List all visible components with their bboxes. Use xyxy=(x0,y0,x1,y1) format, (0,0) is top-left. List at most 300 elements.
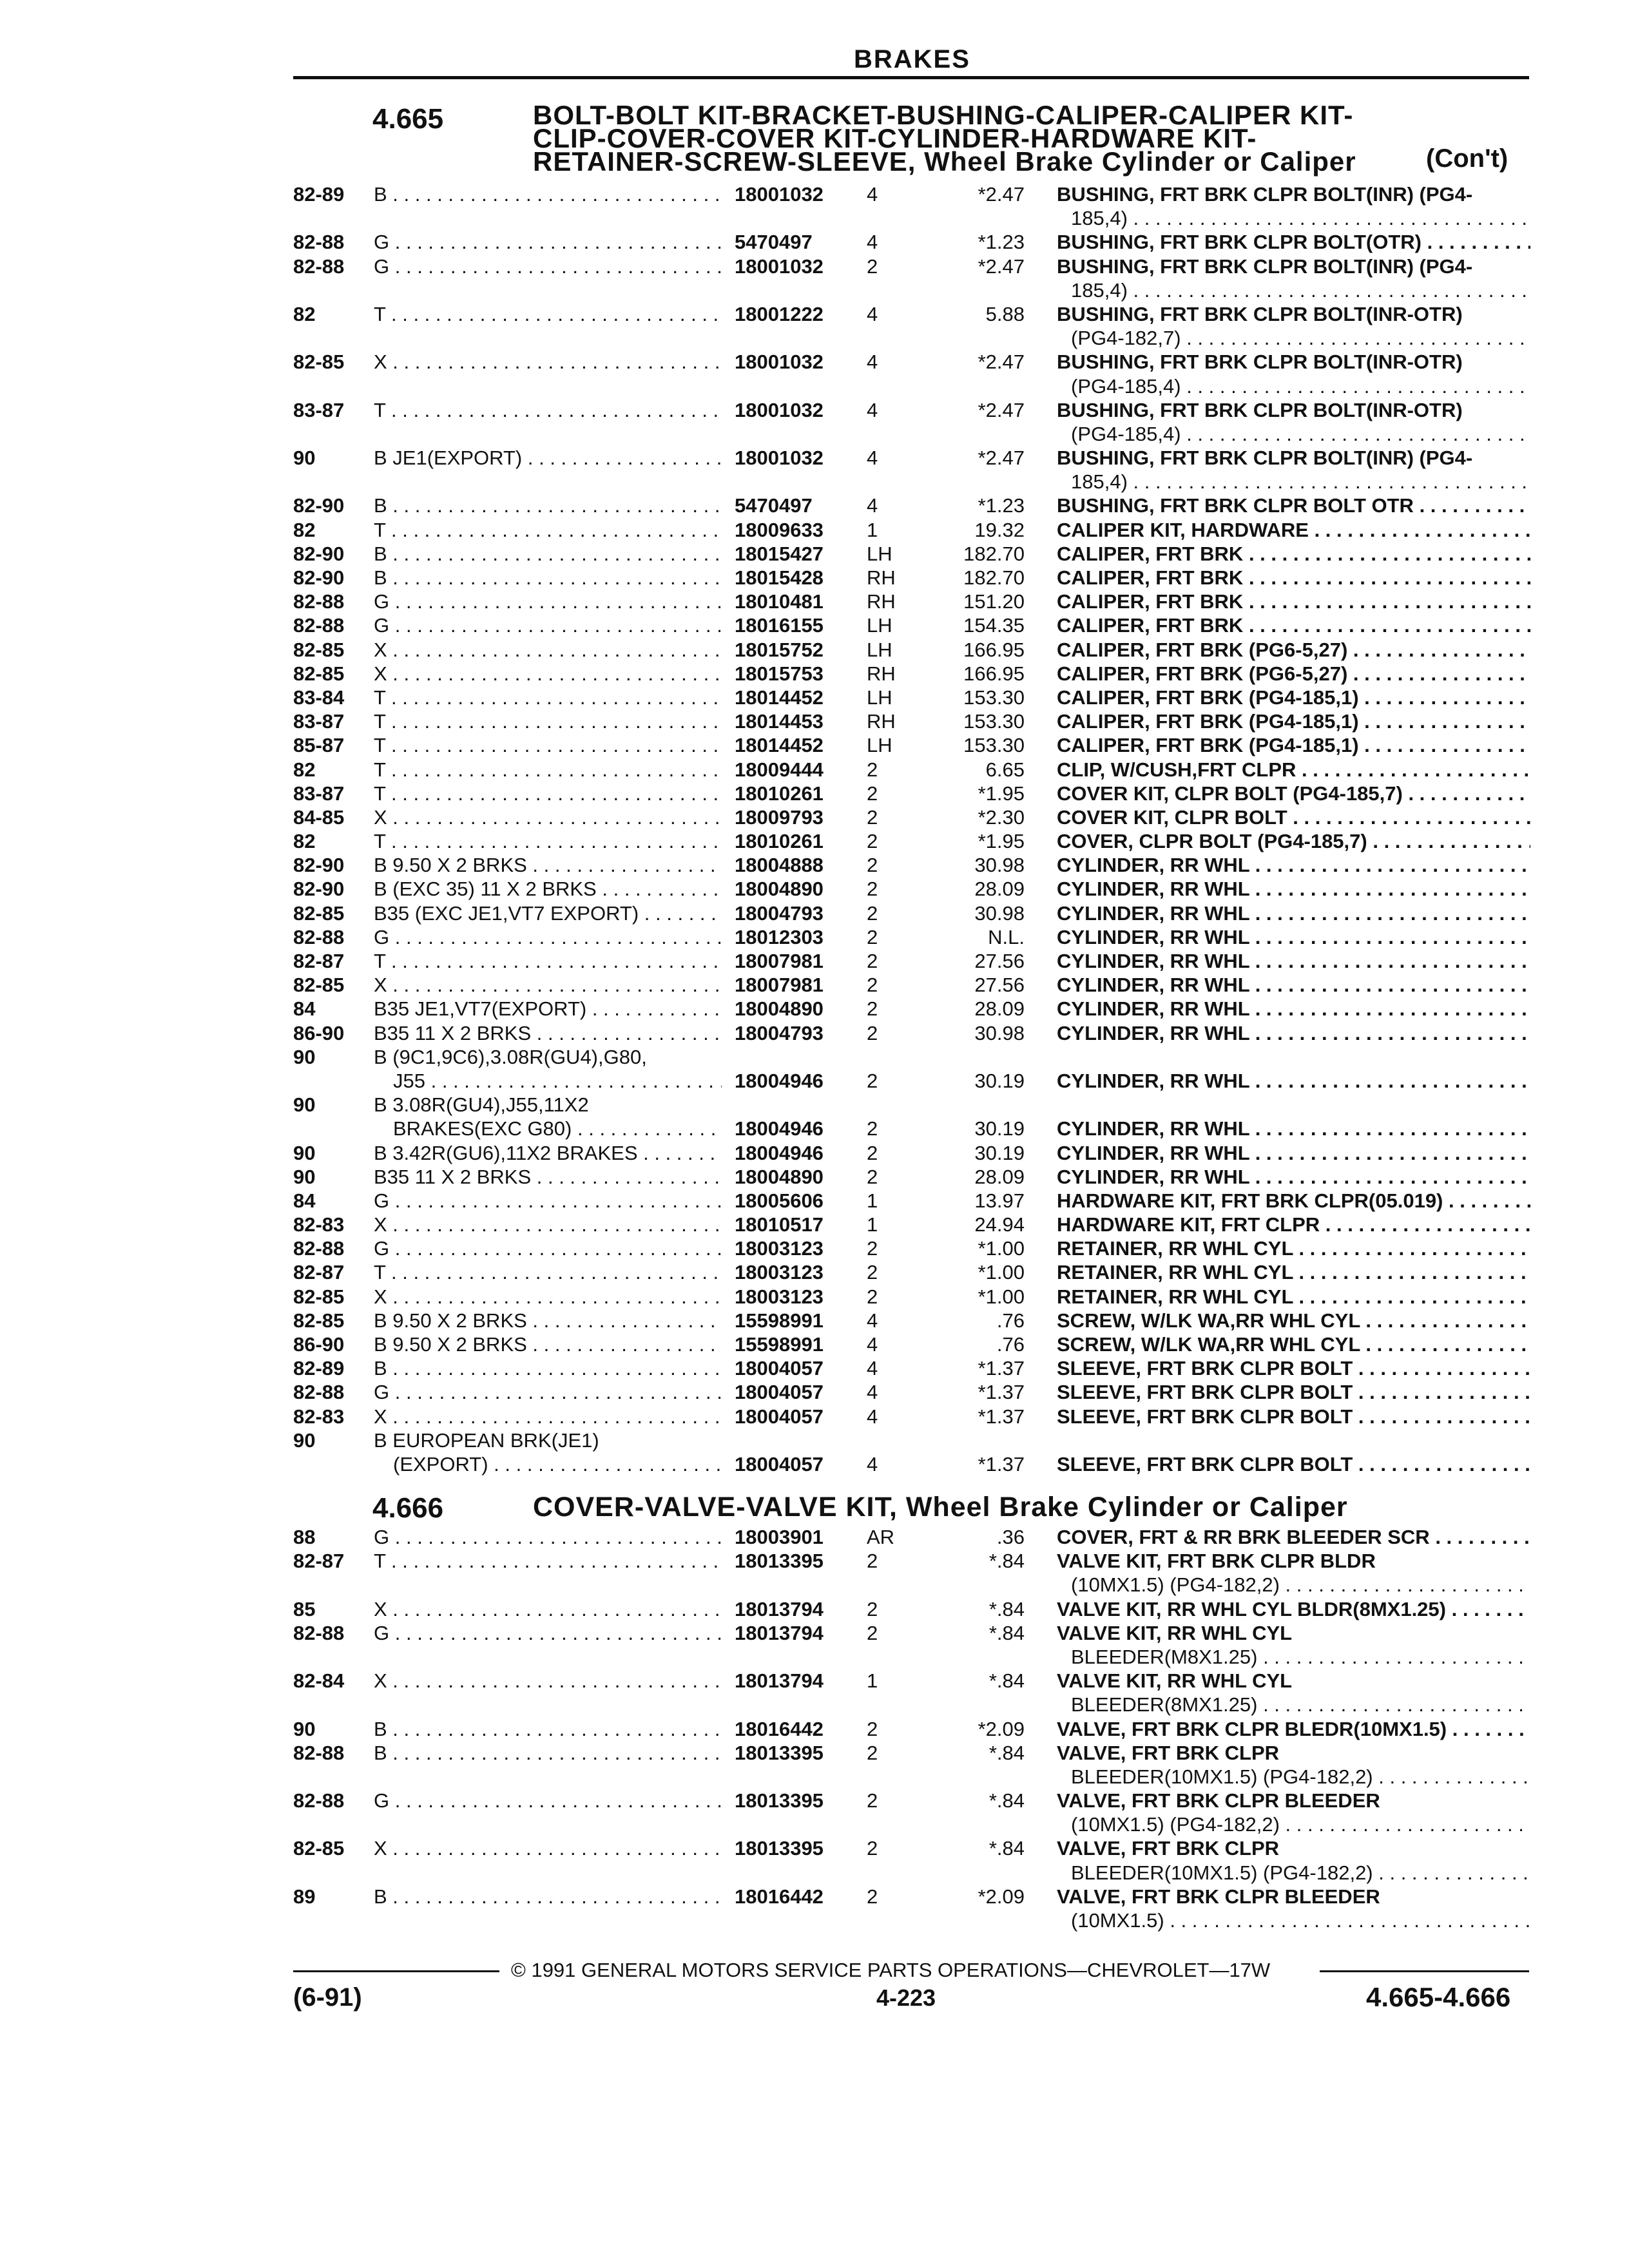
list-item xyxy=(0,1621,1629,1645)
quantity: 2 xyxy=(867,1597,878,1620)
list-item xyxy=(0,518,1629,542)
list-item-continuation xyxy=(0,470,1629,494)
model-years: 82-83 xyxy=(293,1405,345,1428)
list-item xyxy=(0,182,1629,206)
price: *.84 xyxy=(988,1550,1025,1573)
quantity: 2 xyxy=(867,1789,878,1812)
list-item-continuation xyxy=(0,374,1629,398)
quantity: 1 xyxy=(867,1189,878,1212)
part-number: 18007981 xyxy=(735,950,824,972)
model-years: 82-90 xyxy=(293,494,345,517)
list-item xyxy=(0,901,1629,925)
list-item xyxy=(0,1836,1629,1860)
description-continued: BLEEDER(10MX1.5) (PG4-182,2) . . . xyxy=(1057,1861,1530,1885)
quantity: 2 xyxy=(867,1741,878,1764)
section-title-line: BOLT-BOLT KIT-BRACKET-BUSHING-CALIPER-CALIPER KIT- xyxy=(533,100,1354,130)
quantity: 2 xyxy=(867,1165,878,1188)
quantity: 4 xyxy=(867,1357,878,1380)
section-number: 4.666 xyxy=(372,1492,444,1524)
application: T . . . xyxy=(374,733,722,757)
model-years: 82-90 xyxy=(293,854,345,877)
part-number: 18016442 xyxy=(735,1885,824,1908)
part-number: 18014452 xyxy=(735,686,824,709)
quantity: RH xyxy=(867,566,896,589)
model-years: 82-85 xyxy=(293,638,345,661)
application: B . . . xyxy=(374,1356,722,1380)
price: *1.23 xyxy=(978,494,1025,517)
model-years: 83-87 xyxy=(293,398,345,421)
part-number: 18004793 xyxy=(735,901,824,925)
footer-page-number: 4-223 xyxy=(876,1984,936,2011)
list-item xyxy=(0,302,1629,326)
list-item xyxy=(0,877,1629,901)
list-item-continuation xyxy=(0,1861,1629,1885)
list-item xyxy=(0,1236,1629,1260)
part-number: 18010261 xyxy=(735,830,824,853)
application: G . . . xyxy=(374,255,722,278)
description: CALIPER KIT, HARDWARE . . . xyxy=(1057,518,1530,542)
description-continued: (PG4-185,4) . . . xyxy=(1057,422,1530,446)
quantity: 2 xyxy=(867,1117,878,1140)
model-years: 82-84 xyxy=(293,1669,345,1693)
part-number: 18014452 xyxy=(735,734,824,757)
model-years: 82 xyxy=(293,518,316,541)
part-number: 18015753 xyxy=(735,662,824,685)
quantity: 2 xyxy=(867,901,878,925)
list-item xyxy=(0,973,1629,997)
price: *1.37 xyxy=(978,1357,1025,1380)
part-number: 18012303 xyxy=(735,925,824,948)
description: SLEEVE, FRT BRK CLPR BOLT . . . xyxy=(1057,1405,1530,1428)
application: T . . . xyxy=(374,709,722,733)
price: *1.37 xyxy=(978,1405,1025,1428)
list-item-continuation xyxy=(0,422,1629,446)
list-item xyxy=(0,1045,1629,1069)
model-years: 83-87 xyxy=(293,710,345,733)
part-number: 18016442 xyxy=(735,1717,824,1740)
quantity: 2 xyxy=(867,830,878,853)
section-title-line: RETAINER-SCREW-SLEEVE, Wheel Brake Cylinder or Caliper xyxy=(533,146,1356,177)
application: B 9.50 X 2 BRKS . . . xyxy=(374,1309,722,1332)
part-number: 18004890 xyxy=(735,1165,824,1188)
quantity: 4 xyxy=(867,183,878,206)
description: CYLINDER, RR WHL . . . xyxy=(1057,853,1530,877)
description: COVER KIT, CLPR BOLT . . . xyxy=(1057,805,1530,829)
application: G . . . xyxy=(374,230,722,254)
quantity: 2 xyxy=(867,1069,878,1092)
part-number: 18001032 xyxy=(735,255,824,278)
part-number: 18003901 xyxy=(735,1526,824,1548)
list-item xyxy=(0,566,1629,590)
header-rule xyxy=(293,76,1529,79)
part-number: 18001032 xyxy=(735,183,824,206)
model-years: 86-90 xyxy=(293,1021,345,1044)
continued-label: (Con't) xyxy=(1426,144,1509,173)
description: BUSHING, FRT BRK CLPR BOLT OTR . . . xyxy=(1057,494,1530,517)
section-title-line: COVER-VALVE-VALVE KIT, Wheel Brake Cylinder or Caliper xyxy=(533,1492,1348,1523)
quantity: 4 xyxy=(867,1333,878,1356)
part-number: 5470497 xyxy=(735,231,813,254)
description: HARDWARE KIT, FRT CLPR . . . xyxy=(1057,1213,1530,1236)
description: BUSHING, FRT BRK CLPR BOLT(INR) (PG4- xyxy=(1057,255,1473,278)
model-years: 82-90 xyxy=(293,878,345,901)
part-number: 18013794 xyxy=(735,1597,824,1620)
quantity: 2 xyxy=(867,1717,878,1740)
model-years: 85 xyxy=(293,1597,316,1620)
application: T . . . xyxy=(374,758,722,782)
price: 153.30 xyxy=(963,734,1025,757)
description: CALIPER, FRT BRK (PG4-185,1) . . . xyxy=(1057,709,1530,733)
part-number: 18009633 xyxy=(735,518,824,541)
description: CYLINDER, RR WHL . . . xyxy=(1057,877,1530,901)
price: .76 xyxy=(996,1333,1025,1356)
application: T . . . xyxy=(374,829,722,853)
model-years: 90 xyxy=(293,447,316,470)
description: CALIPER, FRT BRK . . . xyxy=(1057,566,1530,590)
list-item xyxy=(0,853,1629,877)
price: 30.19 xyxy=(974,1117,1025,1140)
quantity: 2 xyxy=(867,878,878,901)
quantity: 1 xyxy=(867,518,878,541)
application: B (9C1,9C6),3.08R(GU4),G80, xyxy=(374,1045,647,1068)
price: 166.95 xyxy=(963,638,1025,661)
model-years: 83-87 xyxy=(293,782,345,805)
description: CYLINDER, RR WHL . . . xyxy=(1057,997,1530,1021)
application: X . . . xyxy=(374,805,722,829)
price: 28.09 xyxy=(974,878,1025,901)
part-number: 18013395 xyxy=(735,1789,824,1812)
model-years: 82-88 xyxy=(293,925,345,948)
price: 24.94 xyxy=(974,1213,1025,1236)
footer-rule xyxy=(293,1970,499,1972)
application: B . . . xyxy=(374,182,722,206)
part-number: 18004057 xyxy=(735,1452,824,1475)
application: B . . . xyxy=(374,1717,722,1741)
description-continued: BLEEDER(10MX1.5) (PG4-182,2) . . . xyxy=(1057,1765,1530,1789)
part-number: 18010481 xyxy=(735,590,824,613)
part-number: 18003123 xyxy=(735,1261,824,1284)
application: B JE1(EXPORT) . . . xyxy=(374,446,722,470)
price: *2.09 xyxy=(978,1885,1025,1908)
application: B 3.08R(GU4),J55,11X2 xyxy=(374,1093,589,1117)
part-number: 18004890 xyxy=(735,997,824,1021)
model-years: 82 xyxy=(293,302,316,325)
description: CYLINDER, RR WHL . . . xyxy=(1057,1165,1530,1189)
list-item xyxy=(0,230,1629,254)
price: 6.65 xyxy=(985,758,1025,781)
list-item xyxy=(0,1285,1629,1309)
description-continued: (10MX1.5) . . . xyxy=(1057,1908,1530,1932)
description-continued: BLEEDER(M8X1.25) . . . xyxy=(1057,1645,1530,1669)
list-item xyxy=(0,1789,1629,1812)
quantity: RH xyxy=(867,662,896,685)
description: VALVE KIT, FRT BRK CLPR BLDR xyxy=(1057,1550,1376,1573)
description: CLIP, W/CUSH,FRT CLPR . . . xyxy=(1057,758,1530,782)
application: X . . . xyxy=(374,1669,722,1693)
application: T . . . xyxy=(374,302,722,326)
quantity: 2 xyxy=(867,925,878,948)
quantity: 2 xyxy=(867,805,878,829)
list-item-continuation xyxy=(0,326,1629,350)
part-number: 18004946 xyxy=(735,1117,824,1140)
quantity: 4 xyxy=(867,1452,878,1475)
description: VALVE KIT, RR WHL CYL BLDR(8MX1.25) . . . xyxy=(1057,1597,1530,1621)
application: B (EXC 35) 11 X 2 BRKS . . . xyxy=(374,877,722,901)
price: 28.09 xyxy=(974,997,1025,1021)
price: *.84 xyxy=(988,1741,1025,1764)
quantity: 2 xyxy=(867,1261,878,1284)
application: G . . . xyxy=(374,925,722,949)
application: B . . . xyxy=(374,1885,722,1908)
application: X . . . xyxy=(374,350,722,374)
application: T . . . xyxy=(374,1260,722,1284)
list-item xyxy=(0,1213,1629,1236)
application: B EUROPEAN BRK(JE1) xyxy=(374,1428,599,1452)
model-years: 82-89 xyxy=(293,183,345,206)
model-years: 90 xyxy=(293,1045,316,1068)
price: *.84 xyxy=(988,1621,1025,1644)
quantity: 1 xyxy=(867,1669,878,1693)
part-number: 18001032 xyxy=(735,351,824,374)
model-years: 82-89 xyxy=(293,1357,345,1380)
quantity: 2 xyxy=(867,255,878,278)
part-number: 18003123 xyxy=(735,1237,824,1260)
description-continued: 185,4) . . . xyxy=(1057,278,1530,302)
part-number: 18007981 xyxy=(735,974,824,997)
application: B35 JE1,VT7(EXPORT) . . . xyxy=(374,997,722,1021)
price: *1.95 xyxy=(978,830,1025,853)
description: BUSHING, FRT BRK CLPR BOLT(INR) (PG4- xyxy=(1057,447,1473,470)
description: CYLINDER, RR WHL . . . xyxy=(1057,949,1530,973)
list-item xyxy=(0,758,1629,782)
quantity: 2 xyxy=(867,1550,878,1573)
quantity: 2 xyxy=(867,1621,878,1644)
part-number: 18001222 xyxy=(735,302,824,325)
price: *.84 xyxy=(988,1669,1025,1693)
price: 182.70 xyxy=(963,566,1025,589)
application: G . . . xyxy=(374,1236,722,1260)
quantity: 2 xyxy=(867,758,878,781)
part-number: 18004946 xyxy=(735,1069,824,1092)
list-item-continuation xyxy=(0,1693,1629,1716)
model-years: 82-88 xyxy=(293,1621,345,1644)
quantity: RH xyxy=(867,590,896,613)
price: *2.47 xyxy=(978,398,1025,421)
footer-section-range: 4.665-4.666 xyxy=(1366,1982,1511,2012)
description: VALVE, FRT BRK CLPR BLEEDER xyxy=(1057,1789,1380,1812)
price: *2.47 xyxy=(978,447,1025,470)
application: G . . . xyxy=(374,1525,722,1549)
part-number: 15598991 xyxy=(735,1309,824,1332)
list-item-continuation xyxy=(0,1573,1629,1597)
parts-list xyxy=(0,182,1629,1476)
part-number: 18004057 xyxy=(735,1405,824,1428)
list-item xyxy=(0,494,1629,517)
application: G . . . xyxy=(374,590,722,613)
list-item xyxy=(0,782,1629,805)
section-number: 4.665 xyxy=(372,103,444,135)
list-item xyxy=(0,733,1629,757)
model-years: 84 xyxy=(293,1189,316,1212)
part-number: 18013794 xyxy=(735,1621,824,1644)
quantity: 4 xyxy=(867,1309,878,1332)
list-item xyxy=(0,590,1629,613)
model-years: 82-88 xyxy=(293,1237,345,1260)
part-number: 18003123 xyxy=(735,1285,824,1308)
quantity: 4 xyxy=(867,1405,878,1428)
quantity: 4 xyxy=(867,1381,878,1404)
list-item xyxy=(0,398,1629,422)
price: N.L. xyxy=(988,925,1025,948)
application: T . . . xyxy=(374,686,722,709)
list-item-continuation xyxy=(0,1765,1629,1789)
part-number: 18015427 xyxy=(735,542,824,565)
application: X . . . xyxy=(374,638,722,662)
price: 28.09 xyxy=(974,1165,1025,1188)
list-item-continuation xyxy=(0,1117,1629,1140)
model-years: 90 xyxy=(293,1093,316,1117)
application: B35 11 X 2 BRKS . . . xyxy=(374,1165,722,1189)
list-item-continuation xyxy=(0,1452,1629,1476)
list-item xyxy=(0,805,1629,829)
part-number: 18013395 xyxy=(735,1550,824,1573)
model-years: 82-85 xyxy=(293,974,345,997)
part-number: 18015428 xyxy=(735,566,824,589)
part-number: 18016155 xyxy=(735,614,824,637)
price: 30.19 xyxy=(974,1069,1025,1092)
model-years: 90 xyxy=(293,1165,316,1188)
list-item xyxy=(0,1093,1629,1117)
model-years: 82-85 xyxy=(293,351,345,374)
application: B . . . xyxy=(374,494,722,517)
model-years: 85-87 xyxy=(293,734,345,757)
application: G . . . xyxy=(374,613,722,637)
part-number: 18014453 xyxy=(735,710,824,733)
price: *.84 xyxy=(988,1837,1025,1860)
description: VALVE, FRT BRK CLPR BLEDR(10MX1.5) . . . xyxy=(1057,1717,1530,1741)
price: *2.47 xyxy=(978,351,1025,374)
list-item xyxy=(0,949,1629,973)
quantity: RH xyxy=(867,710,896,733)
list-item xyxy=(0,1165,1629,1189)
price: *1.23 xyxy=(978,231,1025,254)
list-item xyxy=(0,542,1629,566)
price: *1.95 xyxy=(978,782,1025,805)
description: CALIPER, FRT BRK . . . xyxy=(1057,613,1530,637)
list-item xyxy=(0,350,1629,374)
model-years: 89 xyxy=(293,1885,316,1908)
application: T . . . xyxy=(374,1549,722,1573)
description: CALIPER, FRT BRK . . . xyxy=(1057,542,1530,566)
part-number: 18004946 xyxy=(735,1141,824,1164)
application: G . . . xyxy=(374,1621,722,1645)
model-years: 82-88 xyxy=(293,590,345,613)
model-years: 82-85 xyxy=(293,901,345,925)
part-number: 18004057 xyxy=(735,1357,824,1380)
description: CYLINDER, RR WHL . . . xyxy=(1057,1021,1530,1045)
model-years: 82-87 xyxy=(293,1550,345,1573)
description: COVER, FRT & RR BRK BLEEDER SCR . . . xyxy=(1057,1525,1530,1549)
price: 27.56 xyxy=(974,974,1025,997)
application: G . . . xyxy=(374,1789,722,1812)
quantity: LH xyxy=(867,638,892,661)
quantity: 2 xyxy=(867,1021,878,1044)
description: CYLINDER, RR WHL . . . xyxy=(1057,925,1530,949)
parts-list xyxy=(0,1525,1629,1932)
model-years: 82-88 xyxy=(293,1381,345,1404)
model-years: 82-85 xyxy=(293,662,345,685)
quantity: 4 xyxy=(867,447,878,470)
footer-date-code: (6-91) xyxy=(293,1983,362,2012)
price: *.84 xyxy=(988,1789,1025,1812)
model-years: 82-88 xyxy=(293,1741,345,1764)
part-number: 18004793 xyxy=(735,1021,824,1044)
description: BUSHING, FRT BRK CLPR BOLT(INR-OTR) xyxy=(1057,398,1463,421)
price: *1.00 xyxy=(978,1261,1025,1284)
part-number: 18015752 xyxy=(735,638,824,661)
model-years: 82-87 xyxy=(293,1261,345,1284)
list-item xyxy=(0,1380,1629,1404)
description: CYLINDER, RR WHL . . . xyxy=(1057,901,1530,925)
price: 151.20 xyxy=(963,590,1025,613)
application: X . . . xyxy=(374,662,722,686)
model-years: 82-85 xyxy=(293,1309,345,1332)
quantity: 4 xyxy=(867,302,878,325)
application: B 3.42R(GU6),11X2 BRAKES . . . xyxy=(374,1141,722,1165)
description: SCREW, W/LK WA,RR WHL CYL . . . xyxy=(1057,1309,1530,1332)
application: T . . . xyxy=(374,782,722,805)
quantity: 2 xyxy=(867,1885,878,1908)
list-item xyxy=(0,255,1629,278)
application: B35 11 X 2 BRKS . . . xyxy=(374,1021,722,1045)
model-years: 86-90 xyxy=(293,1333,345,1356)
description: VALVE, FRT BRK CLPR xyxy=(1057,1837,1280,1860)
price: *2.30 xyxy=(978,805,1025,829)
application-continued: (EXPORT) . . . xyxy=(374,1452,722,1476)
quantity: 4 xyxy=(867,494,878,517)
quantity: 4 xyxy=(867,351,878,374)
list-item-continuation xyxy=(0,206,1629,230)
application: X . . . xyxy=(374,973,722,997)
part-number: 15598991 xyxy=(735,1333,824,1356)
description-continued: BLEEDER(8MX1.25) . . . xyxy=(1057,1693,1530,1716)
quantity: 4 xyxy=(867,231,878,254)
part-number: 18001032 xyxy=(735,447,824,470)
footer-copyright: © 1991 GENERAL MOTORS SERVICE PARTS OPERATIONS—CHEVROLET—17W xyxy=(511,1959,1271,1981)
description: CALIPER, FRT BRK (PG6-5,27) . . . xyxy=(1057,638,1530,662)
description: VALVE KIT, RR WHL CYL xyxy=(1057,1669,1293,1693)
description-continued: (10MX1.5) (PG4-182,2) . . . xyxy=(1057,1573,1530,1597)
price: 30.98 xyxy=(974,901,1025,925)
quantity: 2 xyxy=(867,1837,878,1860)
quantity: AR xyxy=(867,1526,895,1548)
model-years: 82-90 xyxy=(293,566,345,589)
section-title-line: CLIP-COVER-COVER KIT-CYLINDER-HARDWARE KIT- xyxy=(533,123,1257,153)
quantity: LH xyxy=(867,542,892,565)
part-number: 18004890 xyxy=(735,878,824,901)
list-item xyxy=(0,446,1629,470)
description: CALIPER, FRT BRK (PG4-185,1) . . . xyxy=(1057,686,1530,709)
part-number: 18013794 xyxy=(735,1669,824,1693)
description-continued: 185,4) . . . xyxy=(1057,470,1530,494)
application: G . . . xyxy=(374,1189,722,1213)
application: T . . . xyxy=(374,949,722,973)
description: BUSHING, FRT BRK CLPR BOLT(INR) (PG4- xyxy=(1057,183,1473,206)
list-item-continuation xyxy=(0,278,1629,302)
price: 153.30 xyxy=(963,686,1025,709)
quantity: LH xyxy=(867,614,892,637)
application: B 9.50 X 2 BRKS . . . xyxy=(374,853,722,877)
